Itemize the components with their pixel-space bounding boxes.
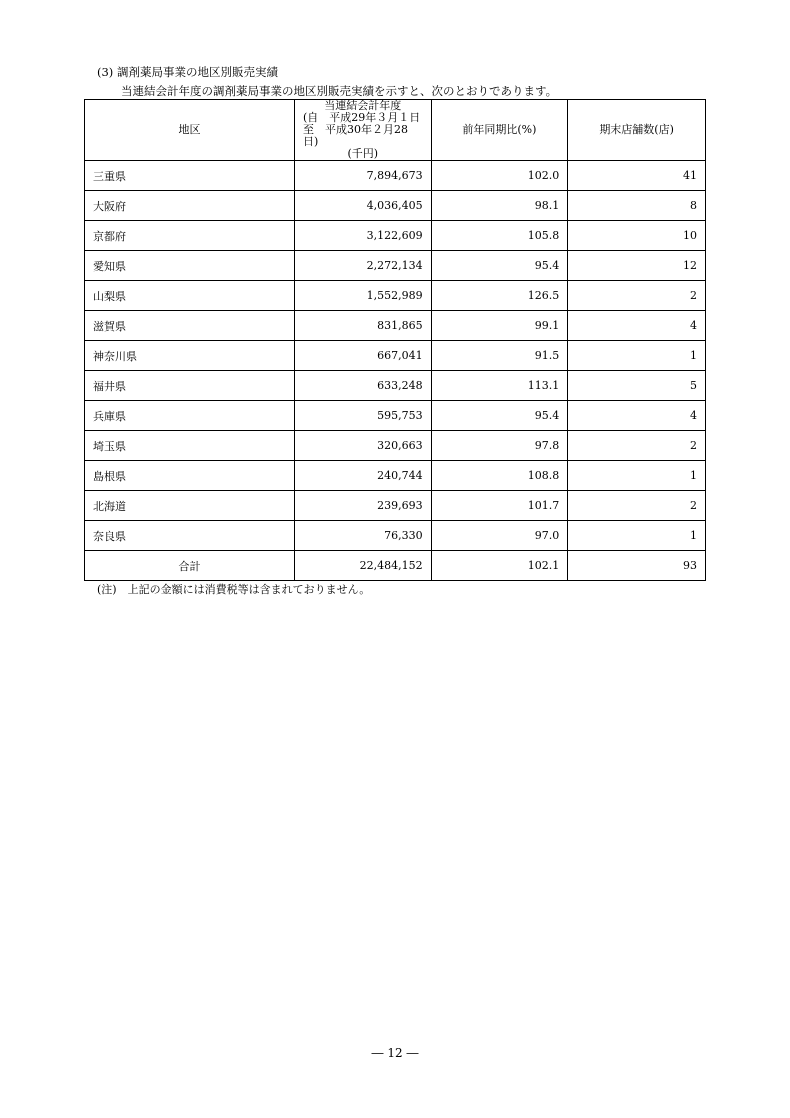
section-intro: 当連結会計年度の調剤薬局事業の地区別販売実績を示すと、次のとおりであります。: [121, 84, 558, 98]
cell-stores: 4: [568, 311, 706, 341]
cell-sales: 667,041: [295, 341, 432, 371]
cell-stores: 2: [568, 431, 706, 461]
header-ratio: 前年同期比(%): [431, 100, 568, 161]
footnote: (注) 上記の金額には消費税等は含まれておりません。: [97, 583, 371, 596]
table-header-row: [85, 100, 706, 161]
header-stores: 期末店舗数(店): [568, 100, 706, 161]
cell-stores: 1: [568, 341, 706, 371]
cell-ratio: 126.5: [431, 281, 568, 311]
cell-region: 三重県: [85, 161, 295, 191]
cell-ratio: 105.8: [431, 221, 568, 251]
table-body: [85, 161, 706, 581]
cell-ratio: 101.7: [431, 491, 568, 521]
table-row: [85, 431, 706, 461]
cell-ratio: 98.1: [431, 191, 568, 221]
cell-ratio: 102.1: [431, 551, 568, 581]
table-row: [85, 251, 706, 281]
cell-sales: 1,552,989: [295, 281, 432, 311]
cell-stores: 1: [568, 461, 706, 491]
cell-sales: 320,663: [295, 431, 432, 461]
cell-ratio: 97.8: [431, 431, 568, 461]
cell-sales: 7,894,673: [295, 161, 432, 191]
cell-ratio: 95.4: [431, 251, 568, 281]
table-row: [85, 461, 706, 491]
cell-region: 北海道: [85, 491, 295, 521]
cell-region: 愛知県: [85, 251, 295, 281]
table-row: [85, 281, 706, 311]
cell-region: 滋賀県: [85, 311, 295, 341]
header-sales: [295, 100, 432, 161]
cell-stores: 1: [568, 521, 706, 551]
cell-sales: 4,036,405: [295, 191, 432, 221]
cell-region: 神奈川県: [85, 341, 295, 371]
regional-sales-table: [84, 99, 706, 581]
cell-region: 合計: [85, 551, 295, 581]
cell-region: 埼玉県: [85, 431, 295, 461]
cell-stores: 41: [568, 161, 706, 191]
cell-region: 兵庫県: [85, 401, 295, 431]
cell-sales: 239,693: [295, 491, 432, 521]
cell-stores: 10: [568, 221, 706, 251]
cell-region: 奈良県: [85, 521, 295, 551]
table-row: [85, 341, 706, 371]
table-row: [85, 221, 706, 251]
cell-region: 大阪府: [85, 191, 295, 221]
cell-sales: 240,744: [295, 461, 432, 491]
header-sales-period-to: 至 平成30年２月28日): [303, 123, 408, 148]
header-sales-period: [303, 112, 423, 148]
section-heading: (3) 調剤薬局事業の地区別販売実績: [97, 65, 278, 79]
cell-region: 京都府: [85, 221, 295, 251]
cell-sales: 831,865: [295, 311, 432, 341]
cell-stores: 2: [568, 491, 706, 521]
table-row: [85, 311, 706, 341]
cell-ratio: 91.5: [431, 341, 568, 371]
header-sales-unit: (千円): [347, 147, 379, 160]
cell-region: 福井県: [85, 371, 295, 401]
cell-ratio: 102.0: [431, 161, 568, 191]
cell-sales: 595,753: [295, 401, 432, 431]
cell-stores: 12: [568, 251, 706, 281]
cell-stores: 2: [568, 281, 706, 311]
cell-sales: 76,330: [295, 521, 432, 551]
header-sales-title: 当連結会計年度: [324, 99, 402, 112]
page-number: ― 12 ―: [371, 1046, 419, 1060]
cell-stores: 8: [568, 191, 706, 221]
table-row: [85, 371, 706, 401]
cell-ratio: 97.0: [431, 521, 568, 551]
cell-sales: 2,272,134: [295, 251, 432, 281]
cell-ratio: 99.1: [431, 311, 568, 341]
cell-sales: 633,248: [295, 371, 432, 401]
header-sales-period-from: (自 平成29年３月１日: [303, 111, 421, 124]
table-row: [85, 401, 706, 431]
table-total-row: [85, 551, 706, 581]
cell-ratio: 108.8: [431, 461, 568, 491]
table-row: [85, 191, 706, 221]
header-region: 地区: [85, 100, 295, 161]
cell-region: 山梨県: [85, 281, 295, 311]
cell-region: 島根県: [85, 461, 295, 491]
cell-sales: 22,484,152: [295, 551, 432, 581]
table-row: [85, 521, 706, 551]
table-row: [85, 161, 706, 191]
cell-stores: 4: [568, 401, 706, 431]
table-row: [85, 491, 706, 521]
cell-stores: 5: [568, 371, 706, 401]
cell-ratio: 95.4: [431, 401, 568, 431]
cell-sales: 3,122,609: [295, 221, 432, 251]
cell-ratio: 113.1: [431, 371, 568, 401]
cell-stores: 93: [568, 551, 706, 581]
